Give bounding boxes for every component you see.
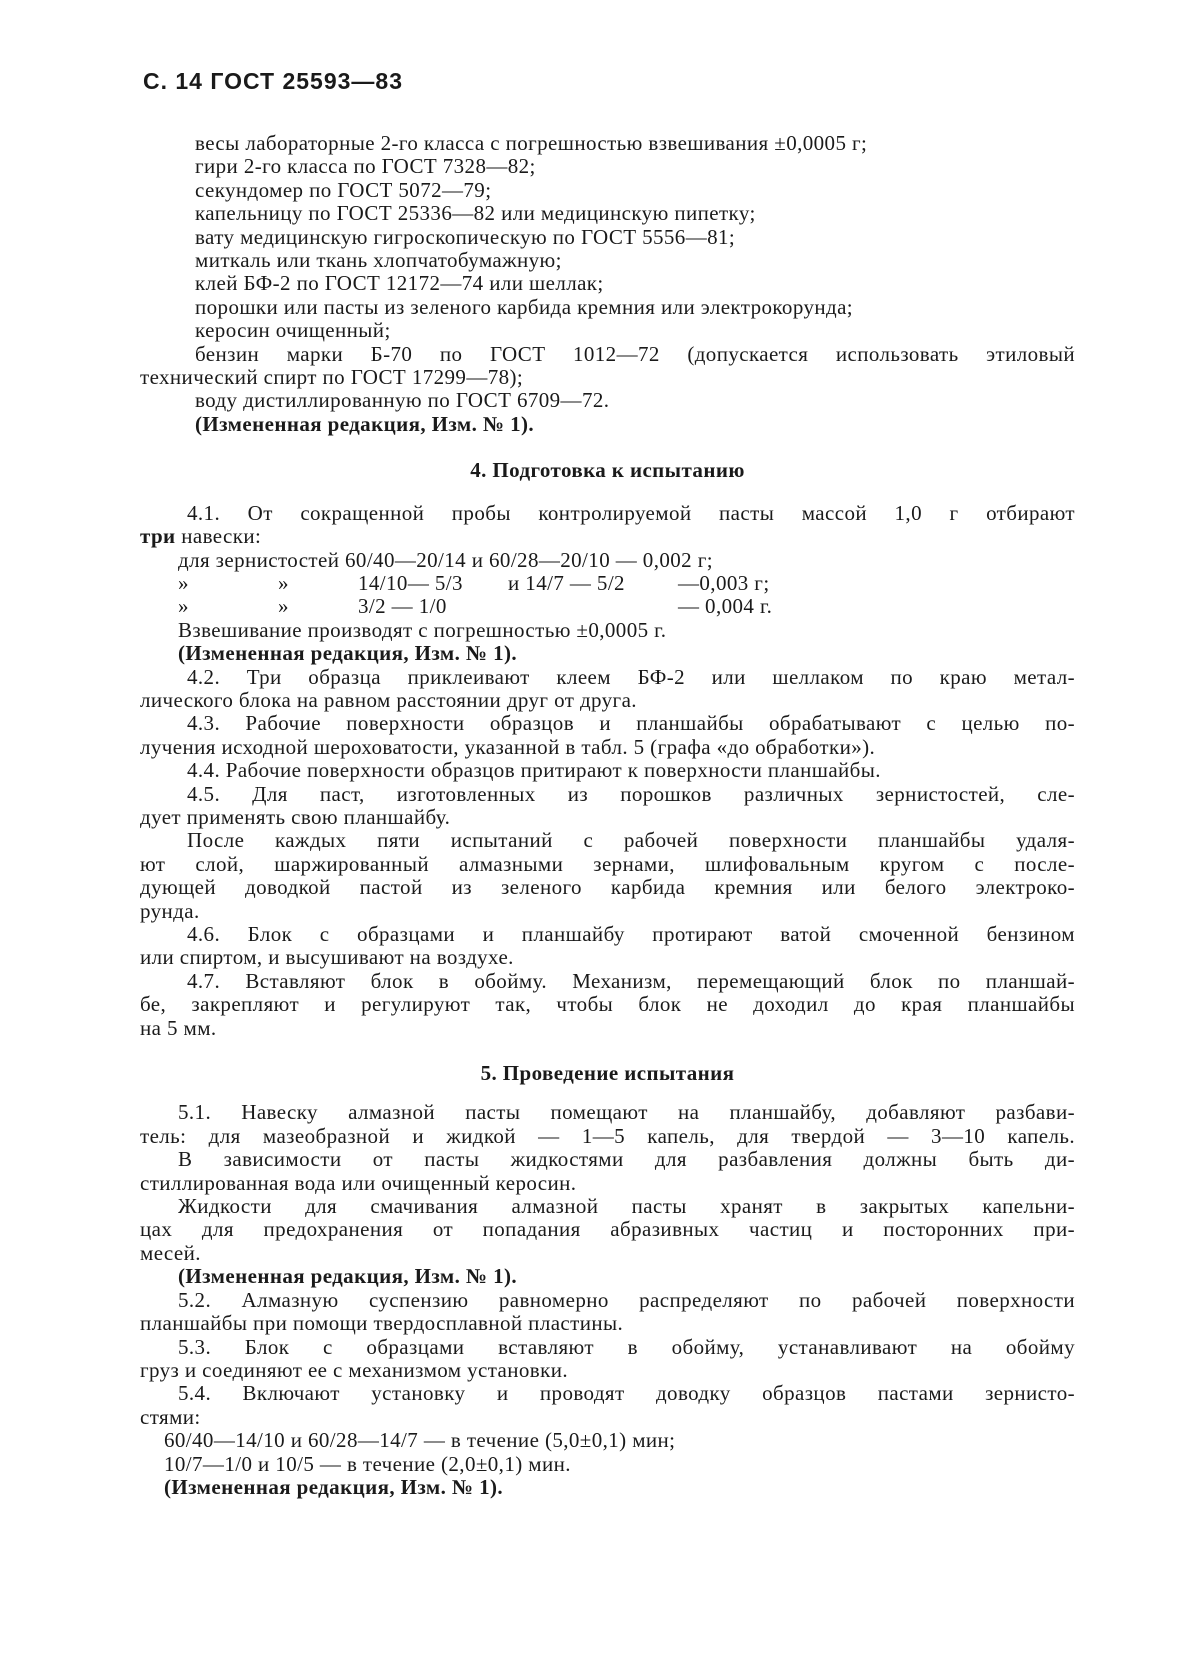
paragraph-5-3-cont: груз и соединяют ее с механизмом установки. <box>140 1357 569 1382</box>
paragraph-4-1-cont <box>140 525 1075 548</box>
paragraph-4-2-cont: лического блока на равном расстоянии друг от друга. <box>140 687 637 712</box>
ditto-mark: » <box>178 594 189 619</box>
list-item: миткаль или ткань хлопчатобумажную; <box>195 248 562 273</box>
document-body <box>140 132 1075 1499</box>
paragraph-5-3: 5.3. Блок с образцами вставляют в обойму, устанавливают на обойму <box>178 1334 1075 1359</box>
ditto-mark: » <box>278 570 289 595</box>
ditto-mark: » <box>278 594 289 619</box>
paragraph-4-5b-cont: ют слой, шаржированный алмазными зернами, шлифовальным кругом с после- <box>140 851 1075 876</box>
text: навески: <box>175 524 262 549</box>
list-item: секундомер по ГОСТ 5072—79; <box>195 177 492 202</box>
paragraph-4-5b-cont: дующей доводкой пастой из зеленого карбида кремния или белого электроко- <box>140 875 1075 900</box>
paragraph-4-7-cont: на 5 мм. <box>140 1015 217 1040</box>
paragraph-4-6-cont: или спиртом, и высушивают на воздухе. <box>140 945 514 970</box>
mass-value: —0,003 г; <box>678 570 770 595</box>
section-5-title: 5. Проведение испытания <box>480 1061 735 1086</box>
paragraph-5-1: 5.1. Навеску алмазной пасты помещают на планшайбу, добавляют разбави- <box>178 1100 1075 1125</box>
amendment-note: (Измененная редакция, Изм. № 1). <box>195 411 535 436</box>
weighing-note: Взвешивание производят с погрешностью ±0,0005 г. <box>178 617 667 642</box>
grain-range: 14/10— 5/3 <box>358 570 463 595</box>
list-item: воду дистиллированную по ГОСТ 6709—72. <box>195 388 610 413</box>
list-item-continuation: технический спирт по ГОСТ 17299—78); <box>140 365 524 390</box>
paragraph-4-7: 4.7. Вставляют блок в обойму. Механизм, перемещающий блок по планшай- <box>187 968 1075 993</box>
list-item: клей БФ-2 по ГОСТ 12172—74 или шеллак; <box>195 271 604 296</box>
list-item: порошки или пасты из зеленого карбида кремния или электрокорунда; <box>195 294 854 319</box>
amendment-note: (Измененная редакция, Изм. № 1). <box>164 1474 504 1499</box>
section-4-title: 4. Подготовка к испытанию <box>470 458 745 483</box>
duration-line: 60/40—14/10 и 60/28—14/7 — в течение (5,0±0,1) мин; <box>164 1428 676 1453</box>
grain-line: для зернистостей 60/40—20/14 и 60/28—20/10 — 0,002 г; <box>178 547 713 572</box>
paragraph-5-1c-cont: месей. <box>140 1240 201 1265</box>
paragraph-4-5: 4.5. Для паст, изготовленных из порошков различных зернистостей, сле- <box>187 781 1075 806</box>
paragraph-5-1-cont: тель: для мазеобразной и жидкой — 1—5 капель, для твердой — 3—10 капель. <box>140 1123 1075 1148</box>
paragraph-4-5b: После каждых пяти испытаний с рабочей поверхности планшайбы удаля- <box>187 828 1075 853</box>
paragraph-4-5b-cont: рунда. <box>140 898 200 923</box>
paragraph-5-2-cont: планшайбы при помощи твердосплавной пластины. <box>140 1311 624 1336</box>
amendment-note: (Измененная редакция, Изм. № 1). <box>178 641 518 666</box>
grain-range: и 14/7 — 5/2 <box>508 570 625 595</box>
list-item: вату медицинскую гигроскопическую по ГОСТ 5556—81; <box>195 224 736 249</box>
grain-row <box>140 595 1075 618</box>
paragraph-5-1c: Жидкости для смачивания алмазной пасты хранят в закрытых капельни- <box>178 1194 1075 1219</box>
list-item: керосин очищенный; <box>195 318 391 343</box>
ditto-mark: » <box>178 570 189 595</box>
paragraph-5-2: 5.2. Алмазную суспензию равномерно распределяют по рабочей поверхности <box>178 1287 1075 1312</box>
paragraph-5-4-cont: стями: <box>140 1404 201 1429</box>
grain-range: 3/2 — 1/0 <box>358 594 447 619</box>
list-item: гири 2-го класса по ГОСТ 7328—82; <box>195 154 536 179</box>
paragraph-4-3-cont: лучения исходной шероховатости, указанной в табл. 5 (графа «до обработки»). <box>140 734 876 759</box>
paragraph-5-4: 5.4. Включают установку и проводят доводку образцов пастами зернисто- <box>178 1381 1075 1406</box>
paragraph-4-7-cont: бе, закрепляют и регулируют так, чтобы блок не доходил до края планшайбы <box>140 992 1075 1017</box>
amendment-note: (Измененная редакция, Изм. № 1). <box>178 1264 518 1289</box>
duration-line: 10/7—1/0 и 10/5 — в течение (2,0±0,1) мин. <box>164 1451 571 1476</box>
paragraph-5-1b: В зависимости от пасты жидкостями для разбавления должны быть ди- <box>178 1147 1075 1172</box>
mass-value: — 0,004 г. <box>678 594 773 619</box>
paragraph-4-1: 4.1. От сокращенной пробы контролируемой пасты массой 1,0 г отбирают <box>187 500 1075 525</box>
paragraph-4-4: 4.4. Рабочие поверхности образцов притирают к поверхности планшайбы. <box>187 758 881 783</box>
page-header: С. 14 ГОСТ 25593—83 <box>143 68 404 94</box>
paragraph-4-3: 4.3. Рабочие поверхности образцов и планшайбы обрабатывают с целью по- <box>187 711 1075 736</box>
paragraph-4-6: 4.6. Блок с образцами и планшайбу протирают ватой смоченной бензином <box>187 922 1075 946</box>
paragraph-5-1b-cont: стиллированная вода или очищенный керосин. <box>140 1170 577 1195</box>
list-item: капельницу по ГОСТ 25336—82 или медицинскую пипетку; <box>195 201 756 226</box>
paragraph-4-5-cont: дует применять свою планшайбу. <box>140 804 451 829</box>
grain-row <box>140 572 1075 595</box>
paragraph-4-2: 4.2. Три образца приклеивают клеем БФ-2 или шеллаком по краю метал- <box>187 664 1075 689</box>
bold-word: три <box>140 524 176 549</box>
list-item: весы лабораторные 2-го класса с погрешностью взвешивания ±0,0005 г; <box>195 131 868 155</box>
list-item: бензин марки Б-70 по ГОСТ 1012—72 (допускается использовать этиловый <box>195 341 1075 366</box>
paragraph-5-1c-cont: цах для предохранения от попадания абразивных частиц и посторонних при- <box>140 1217 1075 1242</box>
